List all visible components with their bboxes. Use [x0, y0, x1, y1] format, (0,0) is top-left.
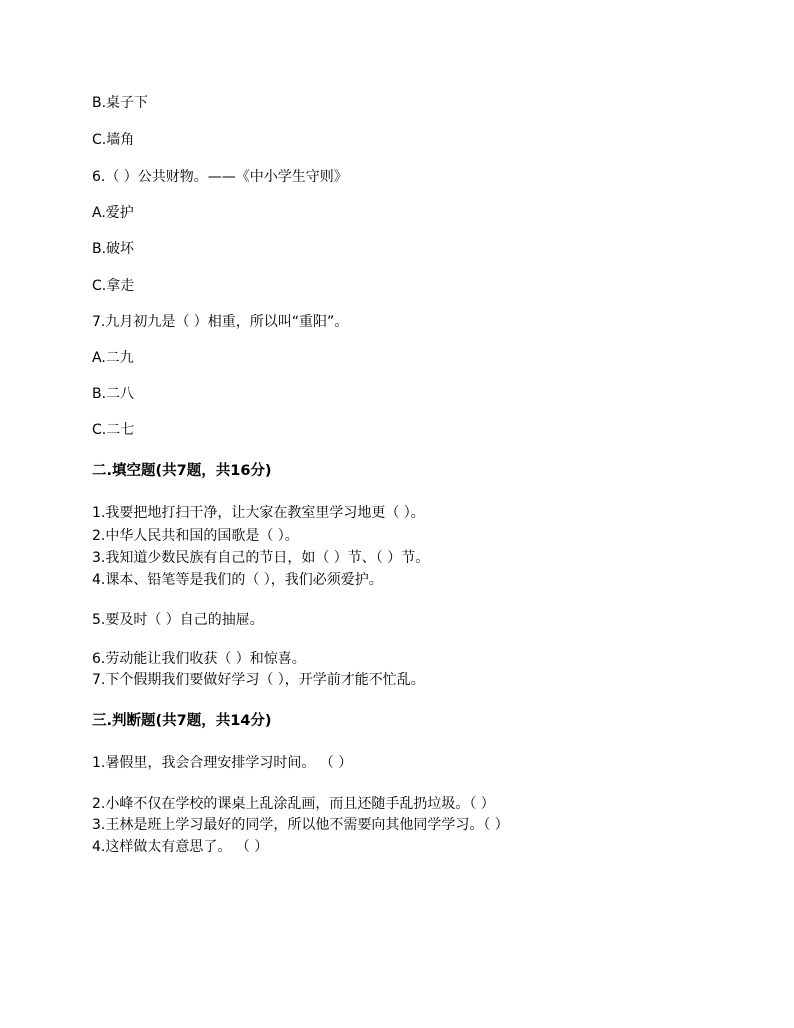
- q7-option-b: B.二八: [92, 386, 135, 402]
- q7-option-c: C.二七: [92, 422, 135, 438]
- fill-blank-heading: 二.填空题(共7题，共16分): [92, 463, 272, 479]
- q6-option-b: B.破坏: [92, 241, 135, 257]
- fill-blank-item-4: 4.课本、铅笔等是我们的（ ），我们必须爱护。: [92, 572, 383, 588]
- q6-option-c: C.拿走: [92, 278, 135, 294]
- q6-stem: 6.（ ）公共财物。——《中小学生守则》: [92, 169, 348, 185]
- fill-blank-item-7: 7.下个假期我们要做好学习（ ），开学前才能不忙乱。: [92, 672, 425, 688]
- true-false-item-3: 3.王林是班上学习最好的同学，所以他不需要向其他同学学习。（ ）: [92, 817, 509, 833]
- fill-blank-item-3: 3.我知道少数民族有自己的节日，如（ ）节、（ ）节。: [92, 550, 430, 566]
- true-false-item-1: 1.暑假里，我会合理安排学习时间。 （ ）: [92, 755, 353, 771]
- true-false-item-2: 2.小峰不仅在学校的课桌上乱涂乱画，而且还随手乱扔垃圾。（ ）: [92, 796, 495, 812]
- true-false-item-4: 4.这样做太有意思了。 （ ）: [92, 839, 269, 855]
- fill-blank-item-6: 6.劳动能让我们收获（ ）和惊喜。: [92, 651, 306, 667]
- q7-stem: 7.九月初九是（ ）相重，所以叫“重阳”。: [92, 314, 349, 330]
- q6-option-a: A.爱护: [92, 205, 134, 221]
- q7-option-a: A.二九: [92, 350, 134, 366]
- q5-option-b: B.桌子下: [92, 95, 149, 111]
- fill-blank-item-2: 2.中华人民共和国的国歌是（ ）。: [92, 528, 299, 544]
- true-false-heading: 三.判断题(共7题，共14分): [92, 713, 272, 729]
- fill-blank-item-1: 1.我要把地打扫干净，让大家在教室里学习地更（ ）。: [92, 505, 425, 521]
- fill-blank-item-5: 5.要及时（ ）自己的抽屉。: [92, 612, 264, 628]
- q5-option-c: C.墙角: [92, 132, 135, 148]
